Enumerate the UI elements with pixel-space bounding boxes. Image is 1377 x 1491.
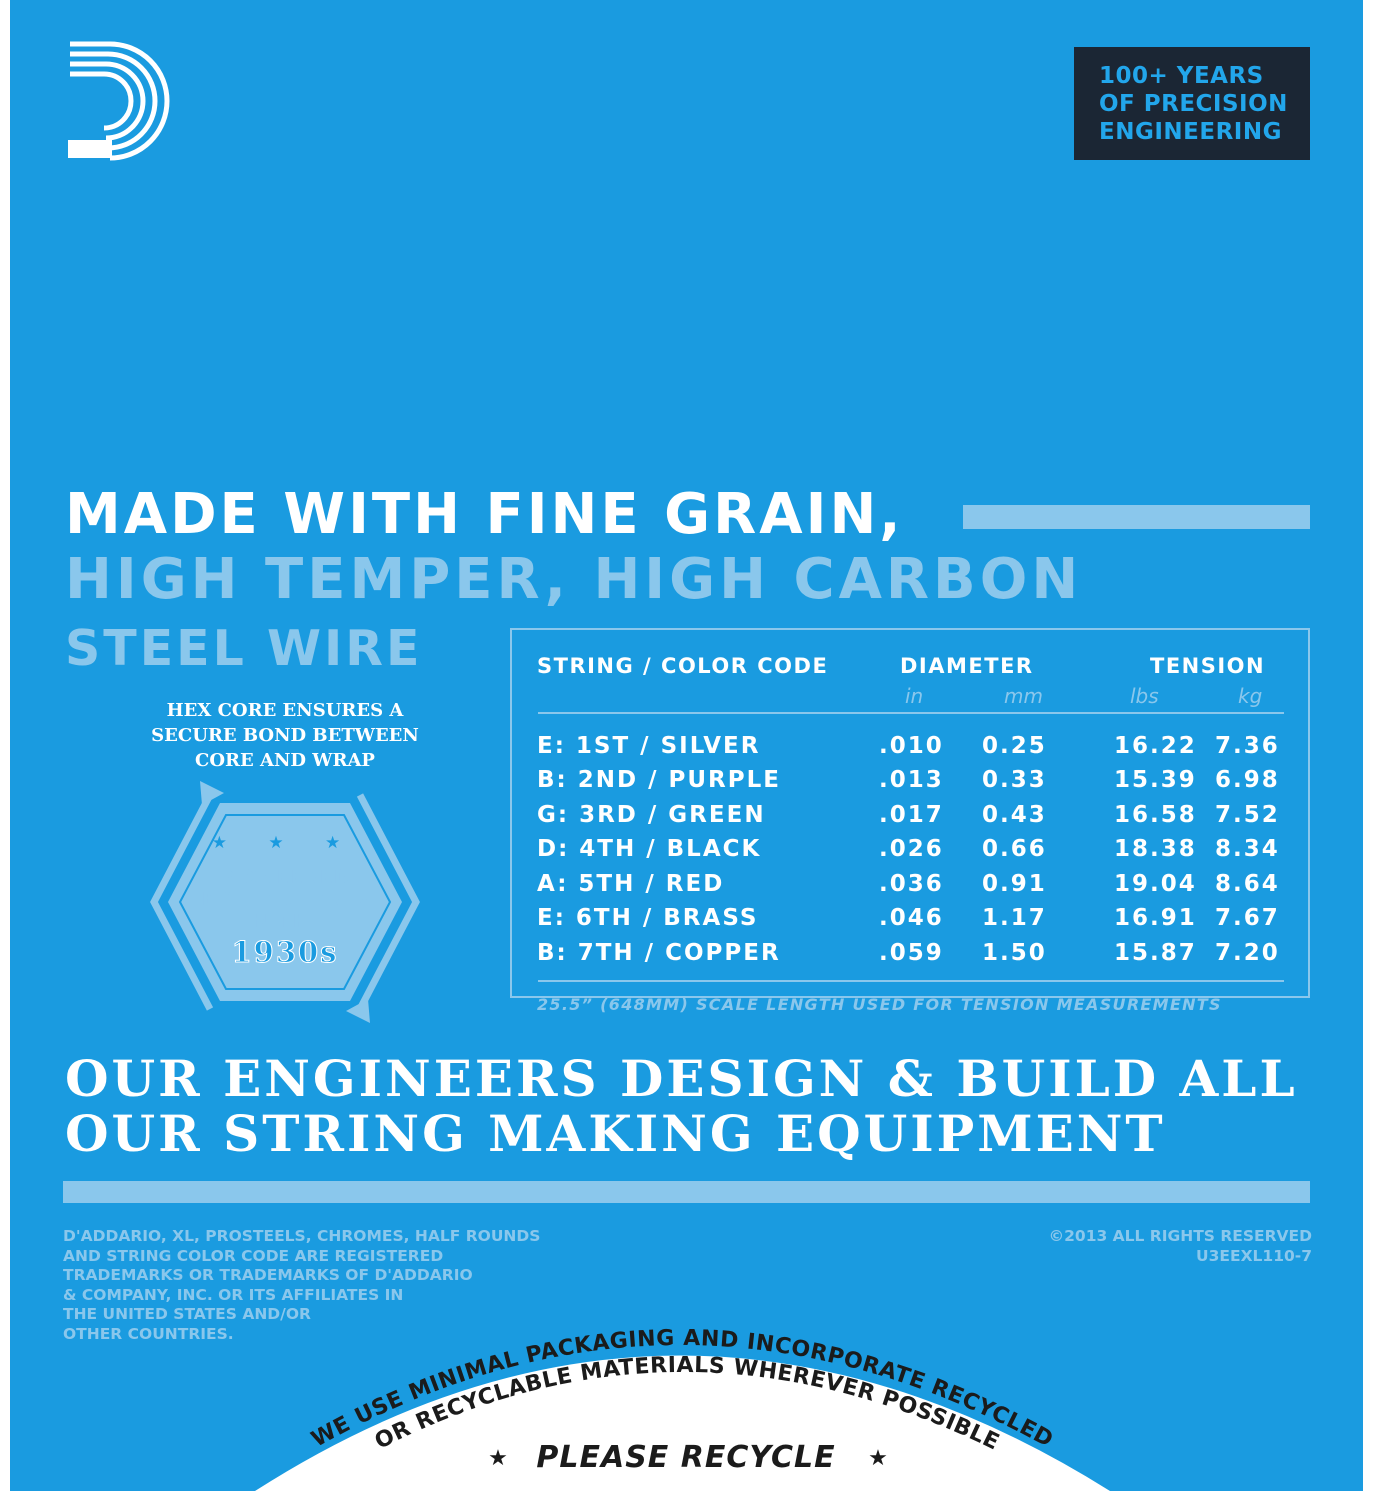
engineers-line-1: OUR ENGINEERS DESIGN & BUILD ALL <box>65 1049 1298 1108</box>
cell-kg: 7.52 <box>1215 802 1280 828</box>
cell-lbs: 15.87 <box>1114 940 1197 966</box>
package-panel <box>10 0 1363 1491</box>
cell-mm: 0.66 <box>982 836 1047 862</box>
cell-in: .036 <box>879 871 944 897</box>
cell-kg: 7.36 <box>1215 733 1280 759</box>
cell-string: E: 6TH / BRASS <box>537 905 759 931</box>
trademark-line: OTHER COUNTRIES. <box>63 1324 234 1343</box>
cell-in: .017 <box>879 802 944 828</box>
cell-kg: 8.34 <box>1215 836 1280 862</box>
cell-in: .059 <box>879 940 944 966</box>
cell-kg: 6.98 <box>1215 767 1280 793</box>
star-icon: ★ <box>488 1446 508 1471</box>
cell-kg: 8.64 <box>1215 871 1280 897</box>
cell-kg: 7.20 <box>1215 940 1280 966</box>
cell-lbs: 16.22 <box>1114 733 1197 759</box>
cell-lbs: 16.91 <box>1114 905 1197 931</box>
cell-lbs: 15.39 <box>1114 767 1197 793</box>
product-code: U3EEXL110-7 <box>1196 1246 1312 1265</box>
hex-label-line: PIONEERED <box>219 866 351 888</box>
unit-lbs: lbs <box>1130 684 1159 708</box>
scale-length-note: 25.5” (648MM) SCALE LENGTH USED FOR TENSION MEASUREMENTS <box>537 995 1222 1014</box>
headline-line-2: HIGH TEMPER, HIGH CARBON <box>65 547 1083 612</box>
years-badge-line: ENGINEERING <box>1099 119 1282 145</box>
hex-caption-line: SECURE BOND BETWEEN <box>151 725 419 746</box>
cell-in: .026 <box>879 836 944 862</box>
cell-string: G: 3RD / GREEN <box>537 802 766 828</box>
unit-in: in <box>905 684 924 708</box>
header-string: STRING / COLOR CODE <box>537 654 829 678</box>
engineers-line-2: OUR STRING MAKING EQUIPMENT <box>65 1104 1166 1163</box>
cell-string: B: 7TH / COPPER <box>537 940 781 966</box>
cell-mm: 0.91 <box>982 871 1047 897</box>
recycle-arc-line-2-path: OR RECYCLABLE MATERIALS WHEREVER POSSIBLE <box>370 1352 1004 1456</box>
hex-year: 1930s <box>231 935 339 969</box>
cell-lbs: 19.04 <box>1114 871 1197 897</box>
unit-kg: kg <box>1238 684 1263 708</box>
trademark-line: & COMPANY, INC. OR ITS AFFILIATES IN <box>63 1285 404 1304</box>
cell-lbs: 16.58 <box>1114 802 1197 828</box>
cell-string: B: 2ND / PURPLE <box>537 767 781 793</box>
cell-mm: 0.43 <box>982 802 1047 828</box>
please-recycle-label: PLEASE RECYCLE <box>536 1440 836 1475</box>
hex-label-line: IN THE <box>246 910 324 932</box>
hex-stars: ★ ★ ★ <box>211 833 359 853</box>
years-badge-line: OF PRECISION <box>1099 91 1288 117</box>
copyright-line: ©2013 ALL RIGHTS RESERVED <box>1048 1227 1312 1245</box>
cell-string: D: 4TH / BLACK <box>537 836 762 862</box>
trademark-line: TRADEMARKS OR TRADEMARKS OF D'ADDARIO <box>63 1266 473 1284</box>
hex-caption-line: CORE AND WRAP <box>195 750 375 771</box>
hex-caption-line: HEX CORE ENSURES A <box>166 700 404 721</box>
trademark-line: THE UNITED STATES AND/OR <box>63 1305 311 1323</box>
cell-in: .010 <box>879 733 944 759</box>
headline-line-3: STEEL WIRE <box>65 620 423 677</box>
years-badge-line: 100+ YEARS <box>1099 63 1264 89</box>
cell-mm: 0.33 <box>982 767 1047 793</box>
cell-kg: 7.67 <box>1215 905 1280 931</box>
cell-mm: 1.17 <box>982 905 1047 931</box>
star-icon: ★ <box>868 1446 888 1471</box>
cell-mm: 1.50 <box>982 940 1047 966</box>
hex-label-line: BY D'ADDARIO <box>201 888 369 910</box>
cell-mm: 0.25 <box>982 733 1047 759</box>
recycle-badge <box>10 0 1363 1491</box>
recycle-arc-line-1-path: WE USE MINIMAL PACKAGING AND INCORPORATE RECYCLED <box>307 1325 1058 1453</box>
header-diameter: DIAMETER <box>900 654 1034 678</box>
trademark-line: AND STRING COLOR CODE ARE REGISTERED <box>63 1246 444 1265</box>
cell-in: .046 <box>879 905 944 931</box>
trademark-line: D'ADDARIO, XL, PROSTEELS, CHROMES, HALF ROUNDS <box>63 1227 541 1245</box>
cell-string: A: 5TH / RED <box>537 871 725 897</box>
header-tension: TENSION <box>1150 654 1266 678</box>
headline-line-1: MADE WITH FINE GRAIN, <box>65 482 904 547</box>
right-edge <box>1363 0 1377 1491</box>
cell-lbs: 18.38 <box>1114 836 1197 862</box>
unit-mm: mm <box>1004 684 1043 708</box>
cell-string: E: 1ST / SILVER <box>537 733 761 759</box>
cell-in: .013 <box>879 767 944 793</box>
